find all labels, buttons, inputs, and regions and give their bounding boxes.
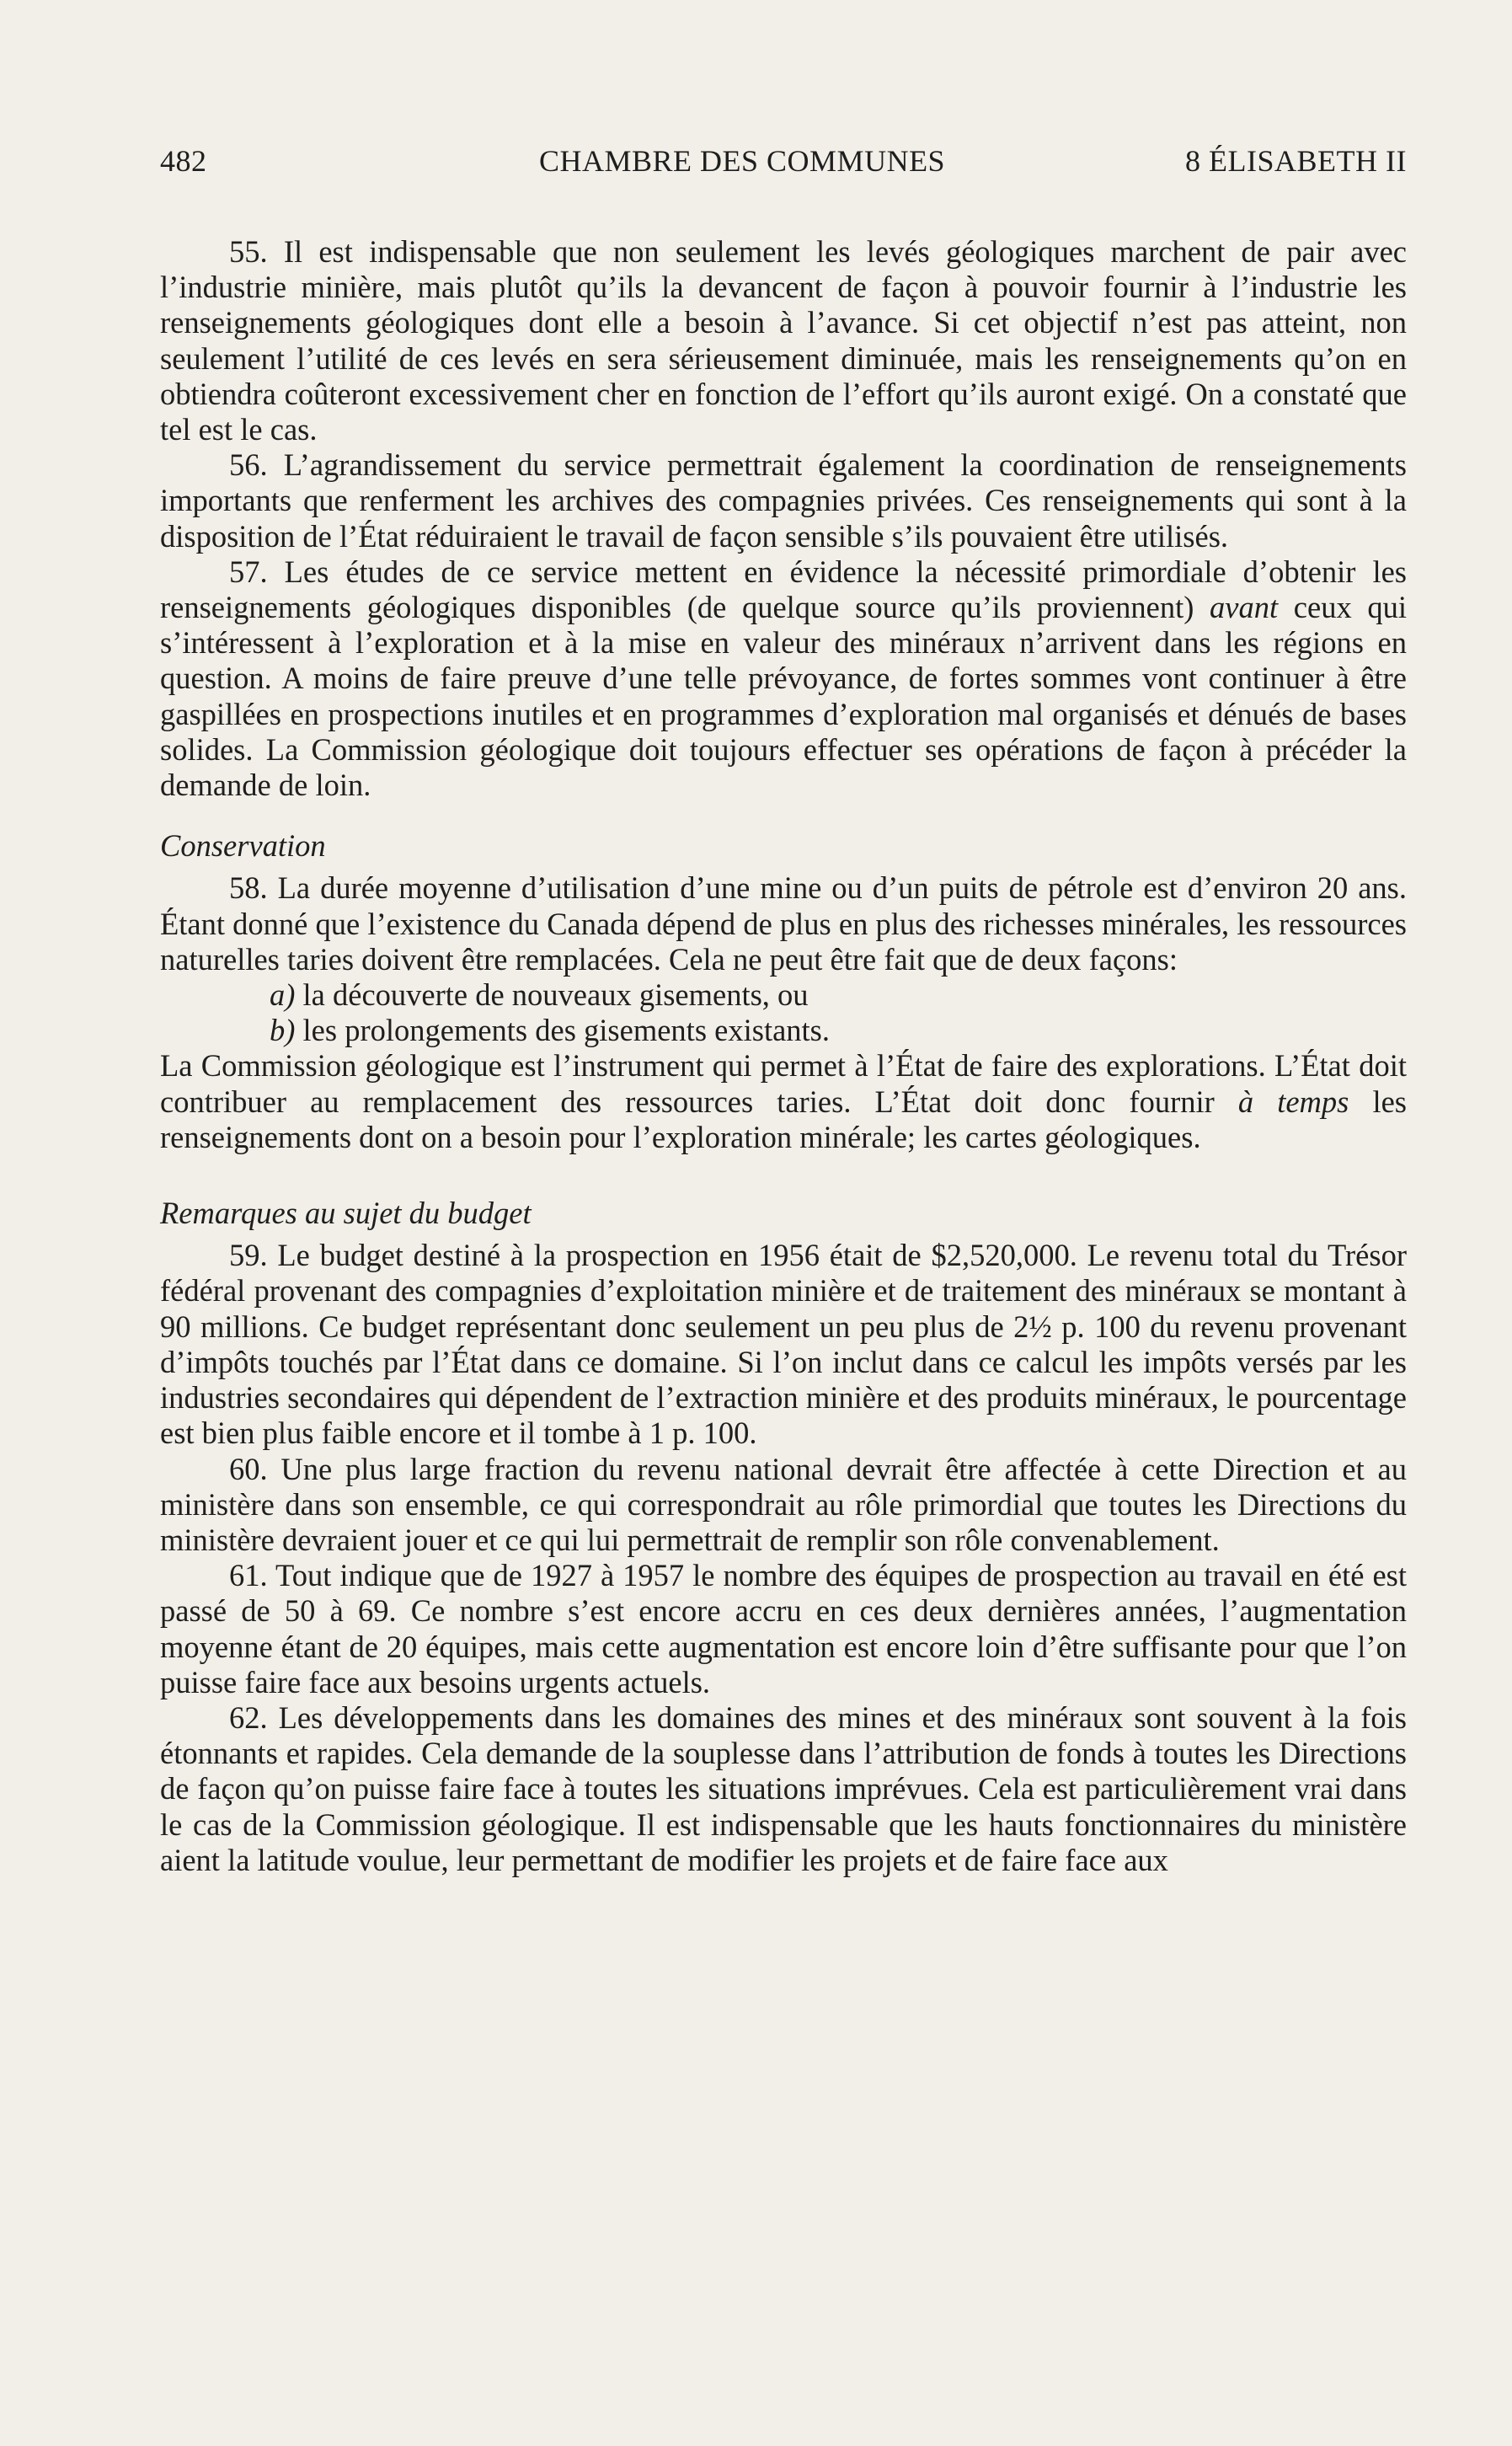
section-heading-budget: Remarques au sujet du budget (160, 1196, 532, 1231)
list-item-b-text: les prolongements des gisements existants. (302, 1013, 831, 1048)
reign-label: 8 ÉLISABETH II (1185, 144, 1407, 178)
paragraph-57 (160, 554, 1407, 803)
page-header (160, 143, 1407, 180)
paragraph-60: 60. Une plus large fraction du revenu national devrait être affectée à cette Direction et au ministère dans son ensemble, ce qui correspondrait au rôle primordial que toutes les Directions du ministère devraient jouer et ce qui lui permettrait de remplir son rôle convenablement. (160, 1451, 1407, 1557)
paragraph-58: 58. La durée moyenne d’utilisation d’une mine ou d’un puits de pétrole est d’environ 20 ans. Étant donné que l’existence du Canada dépend de plus en plus des richesses minérales, les ressources naturelles taries doivent être remplacées. Cela ne peut être fait que de deux façons: (160, 870, 1407, 977)
list-item-a-label: a) (270, 977, 296, 1013)
paragraph-61: 61. Tout indique que de 1927 à 1957 le nombre des équipes de prospection au travail en été est passé de 50 à 69. Ce nombre s’est encore accru en ces deux dernières années, l’augmentation moyenne étant de 20 équipes, mais cette augmentation est encore loin d’être suffisante pour que l’on puisse faire face aux besoins urgents actuels. (160, 1558, 1407, 1699)
paragraph-58-cont-part-b: les renseignements dont on a besoin pour l’exploration minérale; les cartes géologiques. (160, 1084, 1407, 1154)
paragraph-57-emphasis: avant (1210, 590, 1279, 625)
paragraph-58-cont-emphasis: à temps (1237, 1084, 1349, 1119)
paragraph-56: 56. L’agrandissement du service permettrait également la coordination de renseignements importants que renferment les archives des compagnies privées. Ces renseignements qui sont à la disposition de l’État réduiraient le travail de façon sensible s’ils pouvaient être utilisés. (160, 447, 1407, 554)
section-heading-conservation: Conservation (160, 828, 326, 864)
list-item-a (160, 977, 1407, 1013)
paragraph-58-continued (160, 1048, 1407, 1155)
paragraph-55: 55. Il est indispensable que non seulement les levés géologiques marchent de pair avec l’industrie minière, mais plutôt qu’ils la devancent de façon à pouvoir fournir à l’industrie les renseignements géologiques dont elle a besoin à l’avance. Si cet objectif n’est pas atteint, non seulement l’utilité de ces levés en sera sérieusement diminuée, mais les renseignements qu’on en obtiendra coûteront excessivement cher en fonction de l’effort qu’ils auront exigé. On a constaté que tel est le cas. (160, 234, 1407, 447)
paragraph-57-part-b: ceux qui s’intéressent à l’exploration et à la mise en valeur des minéraux n’arrivent dans les régions en question. A moins de faire preuve d’une telle prévoyance, de fortes sommes vont continuer à être gaspillées en prospections inutiles et en programmes d’exploration mal organisés et dénués de bases solides. La Commission géologique doit toujours effectuer ses opérations de façon à précéder la demande de loin. (160, 590, 1408, 803)
page-number: 482 (160, 144, 207, 178)
list-item-b-label: b) (270, 1013, 296, 1048)
paragraph-62: 62. Les développements dans les domaines des mines et des minéraux sont souvent à la fois étonnants et rapides. Cela demande de la souplesse dans l’attribution de fonds à toutes les Directions de façon qu’on puisse faire face à toutes les situations imprévues. Cela est particulièrement vrai dans le cas de la Commission géologique. Il est indispensable que les hauts fonctionnaires du ministère aient la latitude voulue, leur permettant de modifier les projets et de faire face aux (160, 1699, 1407, 1877)
paragraph-58-cont-part-a: La Commission géologique est l’instrument qui permet à l’État de faire des explorations. L’État doit contribuer au remplacement des ressources taries. L’État doit donc fournir (160, 1048, 1407, 1119)
list-item-a-text: la découverte de nouveaux gisements, ou (302, 977, 809, 1013)
document-page (160, 143, 1407, 1878)
paragraph-59: 59. Le budget destiné à la prospection en 1956 était de $2,520,000. Le revenu total du Trésor fédéral provenant des compagnies d’exploitation minière et de traitement des minéraux se montant à 90 millions. Ce budget représentant donc seulement un peu plus de 2½ p. 100 du revenu provenant d’impôts touchés par l’État dans ce domaine. Si l’on inclut dans ce calcul les impôts versés par les industries secondaires qui dépendent de l’extraction minière et des produits minéraux, le pourcentage est bien plus faible encore et il tombe à 1 p. 100. (160, 1238, 1407, 1451)
list-item-b (160, 1013, 1407, 1048)
body-text (160, 234, 1407, 1878)
paragraph-57-part-a: 57. Les études de ce service mettent en évidence la nécessité primordiale d’obtenir les renseignements géologiques disponibles (de quelque source qu’ils proviennent) (160, 554, 1407, 625)
publication-title: CHAMBRE DES COMMUNES (539, 144, 946, 178)
